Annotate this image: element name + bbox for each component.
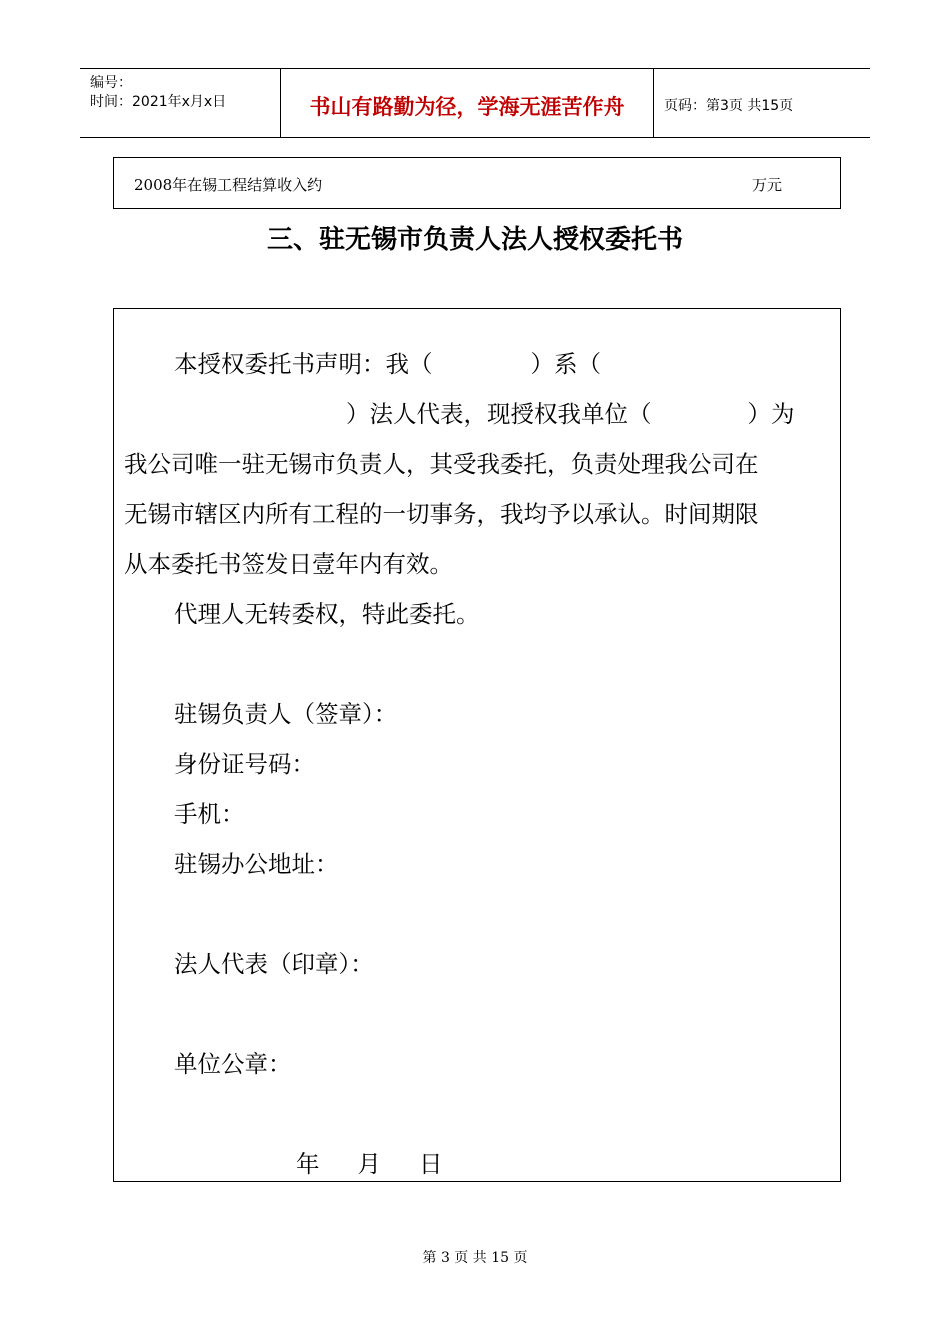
statement-line-2b: ）为 <box>747 400 795 428</box>
date-year: 年 <box>296 1150 320 1178</box>
authorization-box <box>113 308 841 1182</box>
income-label: 2008年在锡工程结算收入约 <box>134 176 323 194</box>
page-footer: 第 3 页 共 15 页 <box>422 1250 528 1266</box>
statement-line-1a: 本授权委托书声明：我（ <box>174 350 433 378</box>
statement-line-5: 从本委托书签发日壹年内有效。 <box>124 550 453 578</box>
motto: 书山有路勤为径，学海无涯苦作舟 <box>309 95 625 119</box>
mobile-field: 手机： <box>174 800 245 828</box>
header-motto-cell <box>281 69 654 137</box>
legal-rep-seal-field: 法人代表（印章）： <box>174 950 374 978</box>
office-address-field: 驻锡办公地址： <box>174 850 339 878</box>
statement-line-6: 代理人无转委权，特此委托。 <box>174 600 480 628</box>
unit-seal-field: 单位公章： <box>174 1050 292 1078</box>
page-header <box>80 68 870 138</box>
statement-line-2a: ）法人代表，现授权我单位（ <box>346 400 652 428</box>
header-page-info: 页码：第3页 共15页 <box>664 98 794 114</box>
principal-sign-field: 驻锡负责人（签章）： <box>174 700 398 728</box>
page-title: 三、驻无锡市负责人法人授权委托书 <box>266 225 683 255</box>
header-right-cell <box>654 69 870 137</box>
statement-line-1b: ）系（ <box>530 350 601 378</box>
statement-line-3: 我公司唯一驻无锡市负责人，其受我委托，负责处理我公司在 <box>124 450 759 478</box>
number-label: 编号： <box>90 75 132 91</box>
date-line <box>296 1145 443 1179</box>
statement-line-1 <box>174 345 601 379</box>
income-unit: 万元 <box>752 176 783 194</box>
statement-line-4: 无锡市辖区内所有工程的一切事务，我均予以承认。时间期限 <box>124 500 759 528</box>
header-left-cell <box>80 69 281 137</box>
id-number-field: 身份证号码： <box>174 750 315 778</box>
date-month: 月 <box>357 1150 381 1178</box>
income-row <box>113 157 841 209</box>
date-day: 日 <box>419 1150 443 1178</box>
time-label: 时间：2021年x月x日 <box>90 94 227 110</box>
statement-line-2 <box>124 395 830 429</box>
